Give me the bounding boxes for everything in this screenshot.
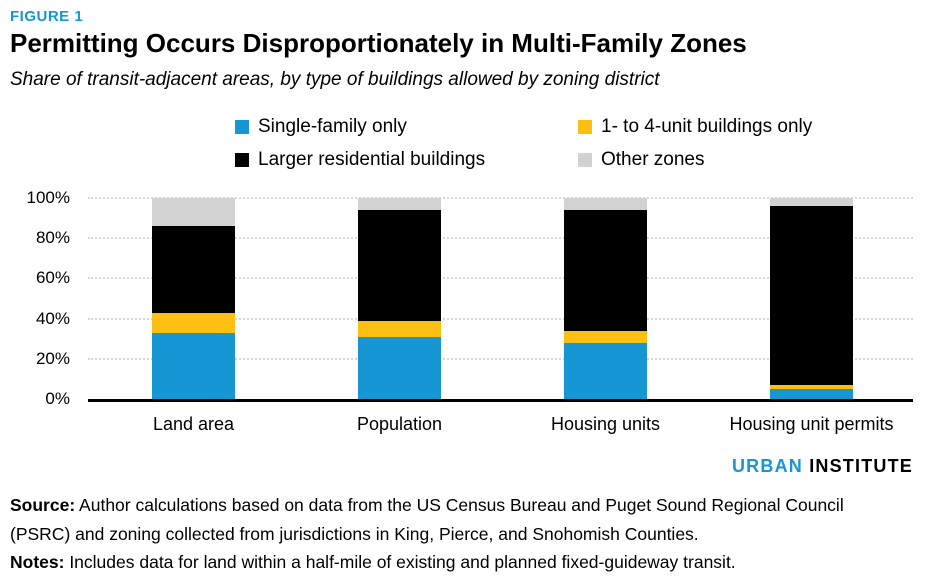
bar-segment-other-zones bbox=[358, 198, 441, 210]
x-axis-category-label: Land area bbox=[152, 414, 235, 434]
y-axis-tick-label: 20% bbox=[35, 348, 70, 368]
x-axis-category-label: Housing units bbox=[550, 414, 661, 434]
bar-segment-single-family-only bbox=[564, 343, 647, 399]
bar-group-housing-unit-permits bbox=[770, 198, 853, 399]
legend-label: 1- to 4-unit buildings only bbox=[601, 116, 813, 137]
source-text: Author calculations based on data from the US Census Bureau and Puget Sound Regional Council (PSRC) and zoning collected from jurisdictions in King, Pierce, and Snohomish Counties. bbox=[10, 495, 844, 544]
chart-subtitle: Share of transit-adjacent areas, by type of buildings allowed by zoning district bbox=[10, 69, 660, 90]
legend-label: Single-family only bbox=[258, 116, 407, 137]
legend-label: Other zones bbox=[601, 149, 705, 170]
y-axis-tick-label: 100% bbox=[26, 188, 70, 207]
bar-segment-larger-residential-buildings bbox=[152, 226, 235, 312]
bar-segment-single-family-only bbox=[152, 333, 235, 399]
bar-group-land-area bbox=[152, 198, 235, 399]
x-axis-category-label: Population bbox=[356, 414, 443, 434]
logo-word-urban: URBAN bbox=[731, 456, 803, 476]
y-axis-tick-label: 0% bbox=[45, 389, 70, 408]
source-label: Source: bbox=[10, 495, 76, 515]
figure-number-label: FIGURE 1 bbox=[10, 8, 84, 25]
bar-group-housing-units bbox=[564, 198, 647, 399]
bar-group-population bbox=[358, 198, 441, 399]
bar-segment-other-zones bbox=[564, 198, 647, 210]
y-axis-tick-label: 80% bbox=[35, 228, 70, 248]
bar-segment-larger-residential-buildings bbox=[770, 206, 853, 385]
bar-segment-other-zones bbox=[152, 198, 235, 226]
bar-segment-single-family-only bbox=[358, 337, 441, 399]
notes-label: Notes: bbox=[10, 552, 65, 572]
y-axis-tick-label: 40% bbox=[35, 308, 70, 328]
source-line bbox=[10, 491, 884, 548]
bar-segment-other-zones bbox=[770, 198, 853, 206]
legend-label: Larger residential buildings bbox=[258, 149, 486, 170]
y-axis-tick-label: 60% bbox=[35, 268, 70, 288]
urban-institute-logo bbox=[732, 456, 913, 477]
bar-segment-larger-residential-buildings bbox=[564, 210, 647, 331]
bar-segment-1-to-4-unit-buildings-only bbox=[358, 321, 441, 337]
source-notes-block bbox=[10, 491, 884, 577]
notes-line bbox=[10, 548, 884, 577]
x-axis-category-label: Housing unit permits bbox=[729, 414, 894, 434]
logo-word-institute: INSTITUTE bbox=[809, 456, 913, 476]
bar-segment-single-family-only bbox=[770, 389, 853, 399]
page-title: Permitting Occurs Disproportionately in Multi-Family Zones bbox=[10, 28, 747, 58]
bar-segment-larger-residential-buildings bbox=[358, 210, 441, 321]
notes-text: Includes data for land within a half-mile of existing and planned fixed-guideway transit. bbox=[64, 552, 736, 572]
bar-segment-1-to-4-unit-buildings-only bbox=[564, 331, 647, 343]
bar-segment-1-to-4-unit-buildings-only bbox=[770, 385, 853, 389]
x-axis-line bbox=[88, 399, 913, 402]
bar-segment-1-to-4-unit-buildings-only bbox=[152, 313, 235, 333]
